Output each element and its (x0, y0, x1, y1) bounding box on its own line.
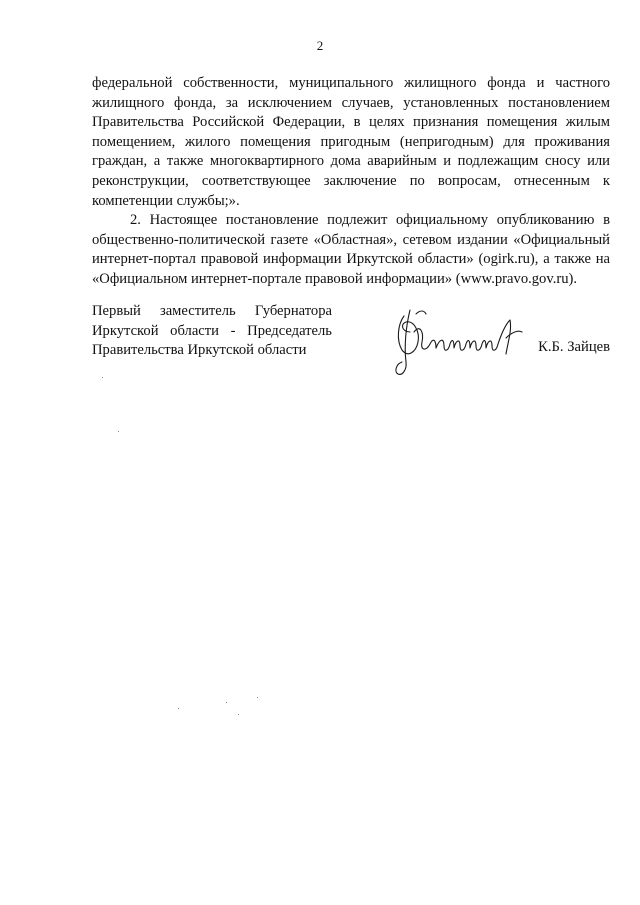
paragraph-2: 2. Настоящее постановление подлежит официальному опубликованию в общественно-политической газете «Областная», сетевом издании «Официальный интернет-портал правовой информации Иркутской области» (ogirk.ru), а также на «Официальном интернет-портале правовой информации» (www.pravo.gov.ru). (92, 212, 610, 287)
scan-speck (238, 714, 239, 715)
signer-position-line-1 (92, 302, 332, 322)
page-number: 2 (316, 38, 324, 53)
scan-speck (257, 697, 258, 698)
scan-speck (118, 431, 119, 432)
scan-speck (102, 377, 103, 378)
signer-position-word: Иркутской (92, 322, 159, 339)
scan-speck (178, 708, 179, 709)
signer-position-word: Председатель (247, 322, 332, 339)
handwritten-signature (390, 302, 525, 382)
scan-speck (226, 702, 227, 703)
signer-position-word: Губернатора (254, 303, 332, 319)
signer-position (92, 302, 332, 361)
signer-position-word: области (170, 322, 219, 339)
signer-position-line-2 (92, 322, 332, 342)
signer-position-word: заместитель (159, 303, 236, 319)
signer-position-line-3: Правительства Иркутской области (92, 342, 307, 359)
signer-name: К.Б. Зайцев (538, 339, 610, 355)
document-body (92, 74, 610, 290)
signature-block (92, 302, 610, 382)
signer-position-word: Первый (92, 303, 141, 319)
paragraph-1-continued: федеральной собственности, муниципального жилищного фонда и частного жилищного фонда, за исключением случаев, установленных постановлением Правительства Российской Федерации, в целях признания помещения жилым помещением, жилого помещения пригодным (непригодным) для проживания граждан, а также многоквартирного дома аварийным и подлежащим сносу или реконструкции, соответствующее заключение по вопросам, отнесенным к компетенции службы;». (92, 75, 610, 209)
signer-position-word: - (230, 322, 236, 339)
